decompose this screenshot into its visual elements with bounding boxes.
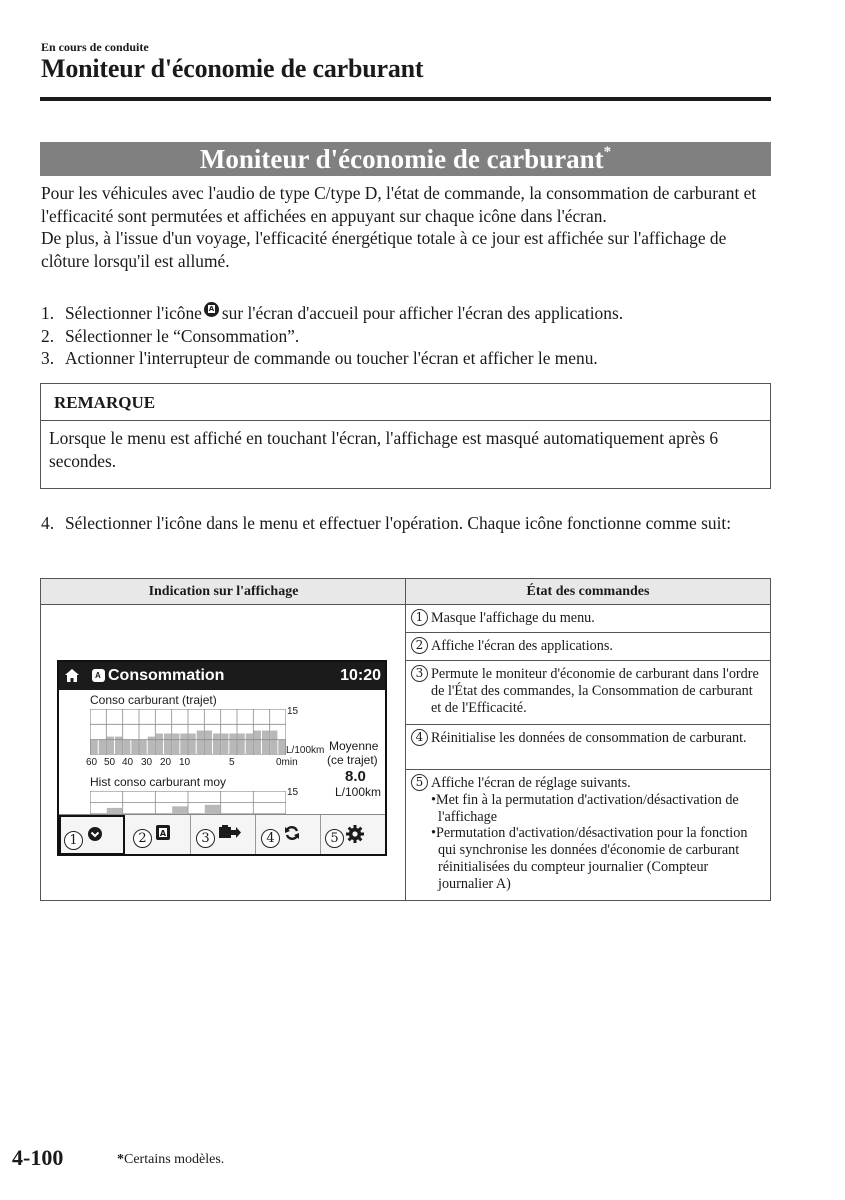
reset-button[interactable]	[256, 815, 321, 855]
chart-bar	[205, 805, 220, 814]
chart-bar	[254, 731, 261, 756]
step-number: 1.	[41, 303, 55, 323]
trip-chart-label: Conso carburant (trajet)	[90, 693, 217, 707]
display-title-bar	[59, 662, 385, 690]
intro-paragraph-1: Pour les véhicules avec l'audio de type C/type D, l'état de commande, la consommation de carburant et l'efficacité sont permutées et affichées en appuyant sur chaque icône dans l'écran.	[41, 183, 757, 226]
step-text: Sélectionner l'icône dans le menu et effectuer l'opération. Chaque icône fonctionne comme suit:	[65, 513, 732, 533]
row-number: 3	[411, 665, 428, 682]
remark-heading: REMARQUE	[41, 384, 770, 421]
x-tick-label: 10	[179, 757, 191, 768]
applications-icon	[204, 302, 219, 317]
step-text: Sélectionner l'icône	[65, 303, 202, 323]
steps-list	[41, 302, 781, 370]
chart-bar	[180, 734, 187, 756]
row-number: 4	[411, 729, 428, 746]
average-value: 8.0	[345, 768, 366, 785]
step-text: Actionner l'interrupteur de commande ou toucher l'écran et afficher le menu.	[65, 348, 598, 368]
applications-icon	[156, 825, 170, 840]
chart-bar	[140, 740, 147, 755]
row-text: Affiche l'écran des applications.	[431, 638, 613, 654]
chart-bar	[197, 731, 204, 756]
display-title: Consommation	[108, 667, 225, 684]
footnote	[117, 1152, 224, 1168]
x-tick-label: 50	[104, 757, 116, 768]
row-text: Masque l'affichage du menu.	[431, 610, 595, 626]
row-number: 5	[411, 774, 428, 791]
step-3	[41, 347, 781, 370]
x-tick-label: 20	[160, 757, 172, 768]
page-title: Moniteur d'économie de carburant	[41, 54, 424, 83]
remark-text: Lorsque le menu est affiché en touchant l'écran, l'affichage est masqué automatiquement après 6 secondes.	[49, 428, 719, 471]
section-banner	[40, 142, 771, 176]
switch-screen-icon	[219, 825, 241, 841]
chart-bar	[278, 740, 285, 755]
chart-bar	[91, 740, 98, 755]
footnote-marker: *	[117, 1152, 124, 1167]
chart-bar	[172, 734, 179, 756]
average-sublabel: (ce trajet)	[327, 753, 378, 767]
row-text: Permute le moniteur d'économie de carburant dans l'ordre de l'État des commandes, la Consommation de carburant et de l'Efficacité.	[431, 666, 759, 716]
table-row	[406, 605, 770, 633]
list-item: •Met fin à la permutation d'activation/désactivation de l'affichage	[431, 791, 739, 825]
chart-bar	[172, 806, 187, 814]
chart-bar	[123, 740, 130, 755]
average-label: Moyenne	[329, 739, 379, 753]
x-tick-label: 5	[229, 757, 235, 768]
table-row	[406, 661, 770, 725]
settings-button[interactable]	[321, 815, 385, 855]
trip-chart-ymax: 15	[287, 706, 299, 717]
intro-paragraph-2: De plus, à l'issue d'un voyage, l'efficacité énergétique totale à ce jour est affichée sur l'affichage de clôture lorsqu'il est allumé.	[41, 228, 727, 271]
hide-menu-button[interactable]	[59, 815, 125, 855]
chart-bar	[221, 734, 228, 756]
list-item: •Permutation d'activation/désactivation pour la fonction qui synchronise les données d'économie de carburant réinitialisées du compteur journalier (Compteur journalier A)	[431, 825, 748, 892]
footnote-text: Certains modèles.	[124, 1152, 225, 1167]
applications-button[interactable]	[125, 815, 191, 855]
row-number: 2	[411, 637, 428, 654]
title-rule	[40, 97, 771, 101]
reset-icon	[284, 825, 300, 841]
banner-marker: *	[603, 144, 612, 160]
button-number: 5	[325, 829, 344, 848]
chevron-down-circle-icon	[88, 827, 102, 841]
average-unit: L/100km	[335, 785, 382, 799]
display-menu-bar	[59, 814, 385, 855]
button-number: 2	[133, 829, 152, 848]
trip-consumption-chart	[90, 709, 286, 755]
table-row	[406, 725, 770, 770]
button-number: 4	[261, 829, 280, 848]
history-chart-ymax: 15	[287, 787, 299, 798]
chart-bar	[262, 731, 269, 756]
step-4	[41, 512, 781, 535]
row-number: 1	[411, 609, 428, 626]
button-number: 1	[64, 831, 83, 850]
x-tick-label: 30	[141, 757, 153, 768]
chart-bar	[156, 734, 163, 756]
consumption-display	[57, 660, 387, 856]
display-clock: 10:20	[340, 667, 381, 684]
step-2	[41, 325, 781, 348]
chart-bar	[229, 734, 236, 756]
step-text-cont: sur l'écran d'accueil pour afficher l'écran des applications.	[221, 303, 624, 323]
table-header-commands: État des commandes	[526, 584, 650, 599]
chart-bar	[246, 734, 253, 756]
history-chart-label: Hist conso carburant moy	[90, 775, 227, 789]
chart-bar	[213, 734, 220, 756]
step-number: 4.	[41, 513, 55, 533]
row-text: Réinitialise les données de consommation de carburant.	[431, 730, 747, 746]
chart-bar	[131, 740, 138, 755]
svg-text:A: A	[159, 829, 167, 838]
chart-bar	[189, 734, 196, 756]
button-number: 3	[196, 829, 215, 848]
banner-title: Moniteur d'économie de carburant	[199, 144, 604, 174]
switch-screen-button[interactable]	[191, 815, 256, 855]
x-tick-label: 60	[86, 757, 98, 768]
x-tick-label: 0min	[276, 757, 298, 768]
section-label: En cours de conduite	[41, 40, 149, 54]
step-1	[41, 302, 781, 325]
settings-list	[431, 792, 762, 893]
gear-icon	[346, 825, 364, 843]
table-row	[406, 770, 770, 900]
chart-bar	[164, 734, 171, 756]
table-header-display: Indication sur l'affichage	[148, 584, 299, 599]
chart-bar	[99, 740, 106, 755]
chart-bar	[270, 731, 277, 756]
remark-box	[40, 383, 771, 489]
x-tick-label: 40	[122, 757, 134, 768]
step-number: 3.	[41, 348, 55, 368]
page-number: 4-100	[12, 1145, 64, 1170]
chart-bar	[205, 731, 212, 756]
step-text: Sélectionner le “Consommation”.	[65, 325, 300, 346]
row-text: Affiche l'écran de réglage suivants.	[431, 775, 631, 791]
history-consumption-chart	[90, 791, 286, 814]
home-icon[interactable]	[65, 669, 79, 682]
applications-icon	[92, 669, 105, 682]
chart-bar	[238, 734, 245, 756]
step-number: 2.	[41, 325, 55, 346]
table-row	[406, 633, 770, 661]
trip-chart-unit: L/100km	[286, 745, 325, 756]
intro-text	[41, 182, 776, 272]
